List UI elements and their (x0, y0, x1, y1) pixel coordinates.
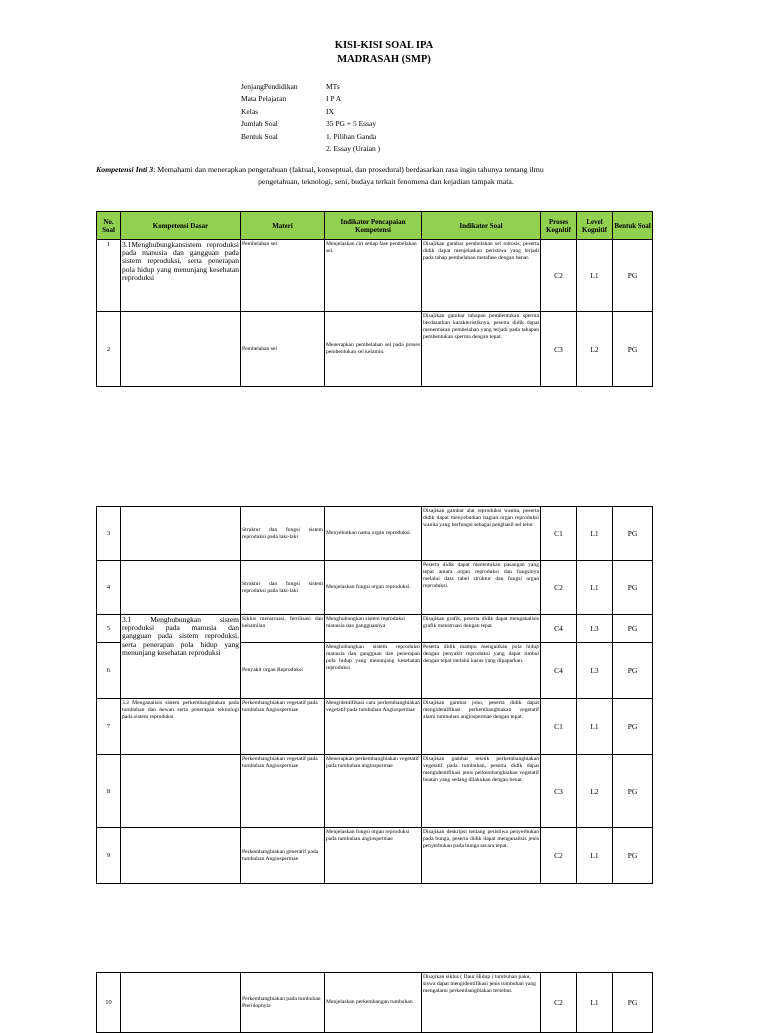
kompetensi-dasar-cell (121, 507, 241, 561)
header-indikator-pencapaian: Indikator Pencapaian Kompetensi (325, 212, 422, 240)
materi-cell: Perkembangbiakan vegetatif pada tumbuhan Angiospermae (241, 699, 325, 755)
bentuk-cell: PG (613, 615, 653, 643)
indikator-soal-cell: Disajikan gambar joho, peserta didik dapat mengidentifikasi perkembangbiakan vegetatif alami tumbuhan angiospermae dengan tepat. (422, 699, 541, 755)
row-number: 8 (97, 755, 121, 828)
proses-cell: C2 (541, 973, 577, 1033)
meta-value: MTs (326, 82, 340, 91)
indikator-soal-cell: Peserta didik mampu mengaitkan pola hidup dengan penyakit reproduksi yang dapat timbul dengan tepat melalui kasus yang dipaparkan. (422, 643, 541, 699)
row-number: 1 (97, 240, 121, 312)
indikator-soal-cell: Disajikan siklus ( Daur Hidup ) tumbuhan paku, siswa dapat mengidentifikasi jenis tumbuhan yang mengalami perkembangbiakan tersebut. (422, 973, 541, 1033)
kompetensi-dasar-cell (121, 828, 241, 884)
header-indikator-soal: Indikator Soal (422, 212, 541, 240)
header-bentuk-soal: Bentuk Soal (613, 212, 653, 240)
level-cell: L2 (577, 755, 613, 828)
materi-cell: Siklus menstruasi, fertilisasi dan kehamilan (241, 615, 325, 643)
ipk-cell: Menghubungkan sistem reproduksi manusia dan gangguan dan penerapan pola hidup yang menunjang kesehatan reproduksi (325, 643, 422, 699)
level-cell: L1 (577, 240, 613, 312)
kompetensi-inti (96, 164, 676, 188)
level-cell: L1 (577, 699, 613, 755)
document-meta (241, 81, 380, 155)
bentuk-cell: PG (613, 643, 653, 699)
kompetensi-dasar-cell: 3.1 Menghubungkan sistem reproduksi pada manusia dan gangguan pada sistem reproduksi, serta penerapan pola hidup yang menunjang kesehatan reproduksi (121, 615, 241, 699)
row-number: 9 (97, 828, 121, 884)
indikator-soal-cell: Disajikan gambar alat reproduksi wanita, peserta didik dapat menyebutkan bagian organ reproduksi wanita yang berfungsi sebagai penghasil sel telur (422, 507, 541, 561)
meta-value: 1. Pilihan Ganda (326, 131, 377, 141)
ipk-cell: Mengidentifikasi cara perkembangbiakan vegetatif pada tumbuhan Angiospermae (325, 699, 422, 755)
row-number: 10 (97, 973, 121, 1033)
bentuk-cell: PG (613, 240, 653, 312)
meta-key: Jumlah Soal (241, 119, 278, 129)
proses-cell: C1 (541, 507, 577, 561)
materi-cell: Penyakit organ Reproduksi (241, 643, 325, 699)
kompetensi-inti-text: : Memahami dan menerapkan pengetahuan (faktual, konseptual, dan prosedural) berdasarkan rasa ingin tahunya tentang ilmu (153, 165, 544, 174)
table-row (97, 240, 653, 312)
level-cell: L1 (577, 561, 613, 615)
proses-cell: C2 (541, 240, 577, 312)
materi-cell: Perkembangbiakan generatif pada tumbuhan Angiospermae (241, 828, 325, 884)
kompetensi-dasar-cell: 3.1Menghubungkansistem reproduksi pada manusia dan gangguan pada sistem reproduksi, serta penerapan pola hidup yang menunjang kesehatan reproduksi (121, 240, 241, 312)
kompetensi-inti-text-cont: pengetahuan, teknologi, seni, budaya terkait fenomena dan kejadian tampak mata. (258, 177, 514, 186)
level-cell: L1 (577, 507, 613, 561)
ipk-cell: Menerapkan perkembangbiakan vegetatif pada tumbuhan angiospermae (325, 755, 422, 828)
meta-key: JenjangPendidikan (241, 82, 298, 91)
kompetensi-inti-label: Kompetensi Inti 3 (96, 165, 154, 174)
materi-cell: Perkembangbiakan pada tumbuhan Pteridophyta (241, 973, 325, 1033)
indikator-soal-cell: Disajikan deskripsi tentang peristiwa penyerbukan pada bunga, peserta didik dapat menganalisis jenis penyerbukan pada bunga secara tepat. (422, 828, 541, 884)
materi-cell: Struktur dan fungsi sistem reproduksi pada laki-laki (241, 561, 325, 615)
kompetensi-dasar-cell (121, 755, 241, 828)
row-number: 2 (97, 312, 121, 387)
proses-cell: C3 (541, 312, 577, 387)
ipk-cell: Menyebutkan nama organ reproduksi. (325, 507, 422, 561)
level-cell: L3 (577, 615, 613, 643)
materi-cell: Pembelahan sel (241, 312, 325, 387)
indikator-soal-cell: Disajikan gambar tahapan pembentukan sperma berdasarkan karakteristiknya, peserta didik dapat menentukan pembelahan yang terjadi pada tahapan pembentukan sperma dengan tepat. (422, 312, 541, 387)
proses-cell: C1 (541, 699, 577, 755)
bentuk-cell: PG (613, 507, 653, 561)
header-kompetensi-dasar: Kompetensi Dasar (121, 212, 241, 240)
bentuk-cell: PG (613, 561, 653, 615)
row-number: 4 (97, 561, 121, 615)
materi-cell: Struktur dan fungsi sistem reproduksi pada laki-laki (241, 507, 325, 561)
kisi-table-page1 (96, 211, 653, 387)
header-level-kognitif: Level Kognitif (577, 212, 613, 240)
row-number: 7 (97, 699, 121, 755)
proses-cell: C2 (541, 828, 577, 884)
ipk-cell: Menghubungkan sistem reproduksi manusia dan gangguannya (325, 615, 422, 643)
level-cell: L3 (577, 643, 613, 699)
indikator-soal-cell: Disajikan gambar pembelahan sel mitosis, peserta didik dapat menjelaskan peristiwa yang terjadi pada tahap pembelahan metafase dengan benar. (422, 240, 541, 312)
row-number: 6 (97, 643, 121, 699)
bentuk-cell: PG (613, 312, 653, 387)
bentuk-cell: PG (613, 828, 653, 884)
table-row (97, 561, 653, 615)
header-proses-kognitif: Proses Kognitif (541, 212, 577, 240)
table-row (97, 615, 653, 643)
meta-key: Kelas (241, 106, 259, 116)
ipk-cell: Menjelaskan ciri setiap fase pembelahan sel. (325, 240, 422, 312)
kompetensi-dasar-cell (121, 312, 241, 387)
header-no-soal: No. Soal (97, 212, 121, 240)
header-materi: Materi (241, 212, 325, 240)
level-cell: L1 (577, 973, 613, 1033)
indikator-soal-cell: Disajikan grafik, peserta didik dapat menganalisis grafik menstruasi dengan tepat. (422, 615, 541, 643)
row-number: 5 (97, 615, 121, 643)
proses-cell: C2 (541, 561, 577, 615)
bentuk-cell: PG (613, 699, 653, 755)
meta-key (241, 143, 326, 155)
meta-value: 2. Essay (Uraian ) (326, 144, 381, 154)
materi-cell: Perkembangbiakan vegetatif pada tumbuhan Angiospermae (241, 755, 325, 828)
meta-value: IX (326, 106, 334, 116)
ipk-cell: Menerapkan pembelahan sel pada proses pembentukan sel kelamin. (325, 312, 422, 387)
kompetensi-dasar-cell (121, 561, 241, 615)
table-row (97, 699, 653, 755)
meta-value: I P A (326, 94, 342, 104)
meta-value: 35 PG + 5 Essay (326, 119, 377, 129)
table-row (97, 507, 653, 561)
ipk-cell: Menjelaskan perkembangan tumbuhan (325, 973, 422, 1033)
table-row (97, 828, 653, 884)
kompetensi-dasar-cell: 3.2 Menganalisis sistem perkembangbiakan pada tumbuhan dan hewan serta penerapan teknologi pada sistem reproduksi (121, 699, 241, 755)
materi-cell: Pembelahan sel (241, 240, 325, 312)
table-row (97, 312, 653, 387)
ipk-cell: Menjelaskan fungsi organ reproduksi. (325, 561, 422, 615)
bentuk-cell: PG (613, 973, 653, 1033)
kisi-table-page2 (96, 506, 653, 884)
indikator-soal-cell: Peserta didik dapat menentukan pasangan yang tepat antara organ reproduksi dan fungsinya melalui data tabel struktur dan fungsi organ reproduksi. (422, 561, 541, 615)
ipk-cell: Menjelaskan fungsi organ reproduksi pada tumbuhan angiospermae (325, 828, 422, 884)
page-title: KISI-KISI SOAL IPA (334, 40, 434, 51)
level-cell: L2 (577, 312, 613, 387)
indikator-soal-cell: Disajikan gambar teknik perkembangbiakan vegetatif pada tumbuhan, peserta didik dapat mengidentifikasi jenis perkembangbiakan vegetatif buatan yang sedang dilakukan dengan benar. (422, 755, 541, 828)
bentuk-cell: PG (613, 755, 653, 828)
row-number: 3 (97, 507, 121, 561)
meta-key: Bentuk Soal (241, 131, 278, 141)
proses-cell: C4 (541, 643, 577, 699)
level-cell: L1 (577, 828, 613, 884)
page-subtitle: MADRASAH (SMP) (337, 54, 431, 65)
meta-key: Mata Pelajaran (241, 94, 287, 104)
table-row (97, 755, 653, 828)
proses-cell: C4 (541, 615, 577, 643)
proses-cell: C3 (541, 755, 577, 828)
